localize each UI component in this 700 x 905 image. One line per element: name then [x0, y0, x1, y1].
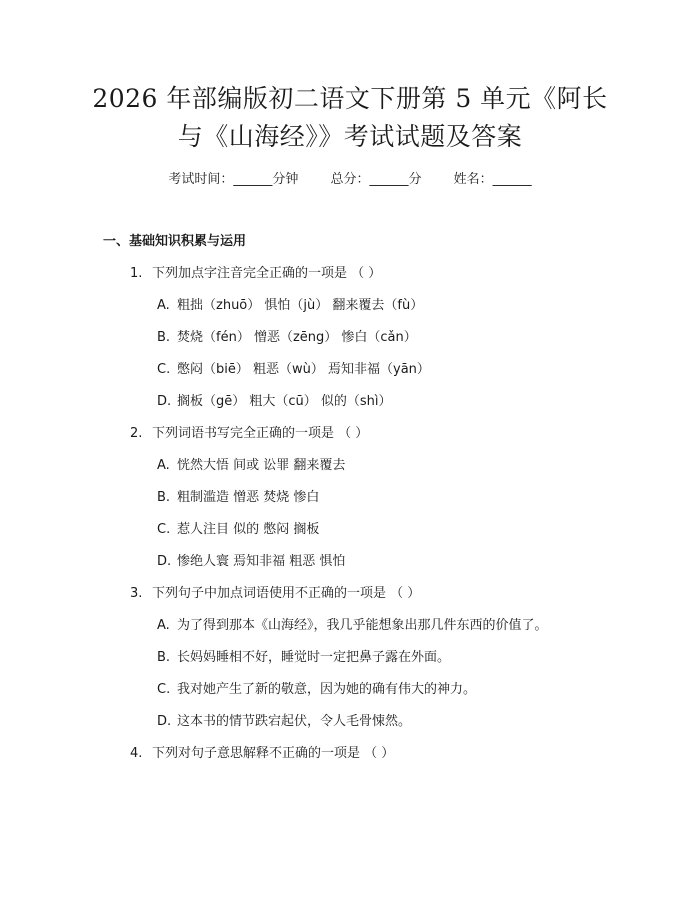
option-letter: C.: [157, 682, 171, 697]
option-2b: [157, 486, 319, 505]
option-3c: [157, 678, 476, 697]
question-number: 1.: [130, 266, 143, 281]
option-text: 这本书的情节跌宕起伏，令人毛骨悚然。: [177, 714, 412, 729]
title-line-2: 与《山海经》》考试试题及答案: [177, 122, 523, 151]
option-text: 我对她产生了新的敬意，因为她的确有伟大的神力。: [177, 682, 477, 697]
option-text: 焚烧（fén） 憎恶（zēng） 惨白（cǎn）: [177, 330, 417, 345]
question-2: [130, 422, 368, 441]
question-text: 下列加点字注音完全正确的一项是 （ ）: [152, 266, 382, 281]
option-3a: [157, 614, 548, 633]
option-3b: [157, 646, 450, 665]
question-number: 3.: [130, 586, 143, 601]
option-letter: C.: [157, 362, 171, 377]
question-4: [130, 742, 394, 761]
section-heading: 一、基础知识积累与运用: [103, 234, 247, 249]
option-text: 搁板（gē） 粗大（cū） 似的（shì）: [177, 394, 392, 409]
option-letter: D.: [157, 714, 172, 729]
option-letter: D.: [157, 394, 172, 409]
option-1b: [157, 326, 417, 345]
title-line-1: 2026 年部编版初二语文下册第 5 单元《阿长: [92, 84, 608, 113]
option-text: 长妈妈睡相不好，睡觉时一定把鼻子露在外面。: [177, 650, 451, 665]
option-letter: C.: [157, 522, 171, 537]
question-1: [130, 262, 381, 281]
option-letter: D.: [157, 554, 172, 569]
option-text: 为了得到那本《山海经》，我几乎能想象出那几件东西的价值了。: [177, 618, 548, 633]
exam-score: 总分：______分: [330, 172, 422, 187]
option-letter: B.: [157, 330, 171, 345]
option-3d: [157, 710, 411, 729]
question-number: 4.: [130, 746, 143, 761]
option-2c: [157, 518, 319, 537]
question-text: 下列对句子意思解释不正确的一项是 （ ）: [152, 746, 395, 761]
option-text: 憋闷（biē） 粗恶（wù） 焉知非福（yān）: [177, 362, 430, 377]
option-1a: [157, 294, 423, 313]
question-3: [130, 582, 420, 601]
option-2a: [157, 454, 345, 473]
option-1d: [157, 390, 392, 409]
question-number: 2.: [130, 426, 143, 441]
option-text: 粗制滥造 憎恶 焚烧 惨白: [177, 490, 320, 505]
exam-name: 姓名：______: [453, 172, 532, 187]
option-letter: A.: [157, 618, 170, 633]
option-letter: B.: [157, 650, 171, 665]
exam-meta: [0, 168, 700, 187]
option-text: 惨绝人寰 焉知非福 粗恶 惧怕: [177, 554, 346, 569]
document-title: [80, 80, 620, 156]
question-text: 下列句子中加点词语使用不正确的一项是 （ ）: [152, 586, 421, 601]
option-2d: [157, 550, 345, 569]
question-text: 下列词语书写完全正确的一项是 （ ）: [152, 426, 369, 441]
option-text: 恍然大悟 间或 讼罪 翻来覆去: [177, 458, 346, 473]
option-letter: B.: [157, 490, 171, 505]
option-text: 惹人注目 似的 憋闷 搁板: [177, 522, 320, 537]
exam-time: 考试时间：______分钟: [168, 172, 299, 187]
option-letter: A.: [157, 298, 170, 313]
option-letter: A.: [157, 458, 170, 473]
option-text: 粗拙（zhuō） 惧怕（jù） 翻来覆去（fù）: [177, 298, 424, 313]
option-1c: [157, 358, 430, 377]
